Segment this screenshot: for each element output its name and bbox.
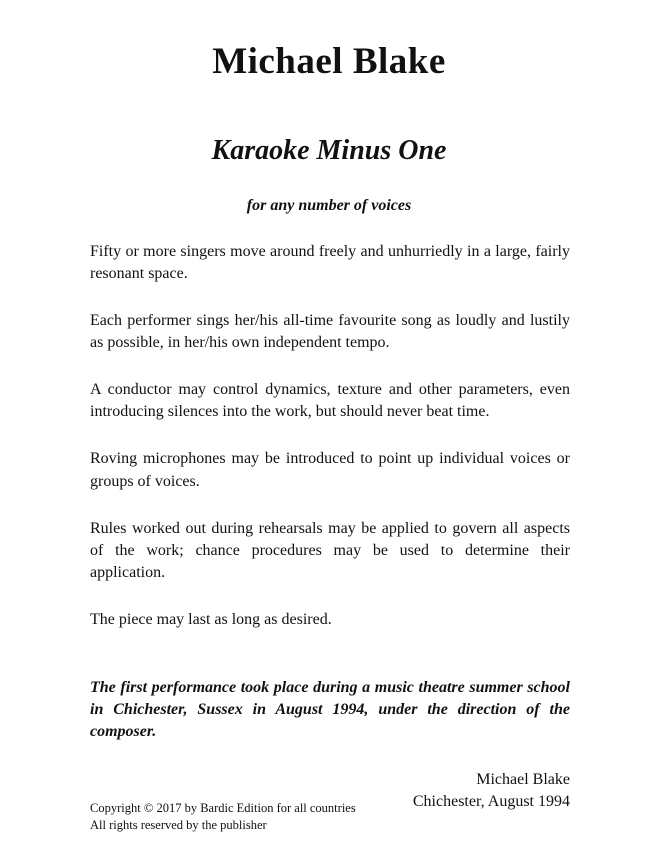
- copyright-line-2: All rights reserved by the publisher: [90, 818, 267, 833]
- instruction-paragraph: Each performer sings her/his all-time favourite song as loudly and lustily as possible, in her/his own independent tempo.: [90, 312, 570, 352]
- instruction-paragraph: Roving microphones may be introduced to point up individual voices or groups of voices.: [90, 450, 570, 490]
- work-title: Karaoke Minus One: [211, 135, 447, 166]
- instruction-paragraph: The piece may last as long as desired.: [90, 610, 332, 628]
- instructions-body: [90, 241, 570, 812]
- signature-place-date: Chichester, August 1994: [412, 792, 570, 810]
- instruction-paragraph: Rules worked out during rehearsals may be applied to govern all aspects of the work; chance procedures may be used to determine their application.: [90, 519, 570, 581]
- performance-note: The first performance took place during a music theatre summer school in Chichester, Sussex in August 1994, under the direction of the composer.: [90, 678, 570, 741]
- copyright-line-1: Copyright © 2017 by Bardic Edition for all countries: [90, 801, 356, 816]
- instruction-paragraph: Fifty or more singers move around freely and unhurriedly in a large, fairly resonant space.: [90, 243, 570, 283]
- voices-tagline: for any number of voices: [246, 197, 412, 214]
- author-title: Michael Blake: [212, 41, 446, 82]
- instruction-paragraph: A conductor may control dynamics, texture and other parameters, even introducing silences into the work, but should never beat time.: [90, 381, 570, 421]
- signature-name: Michael Blake: [476, 771, 570, 789]
- copyright-block: [90, 800, 356, 834]
